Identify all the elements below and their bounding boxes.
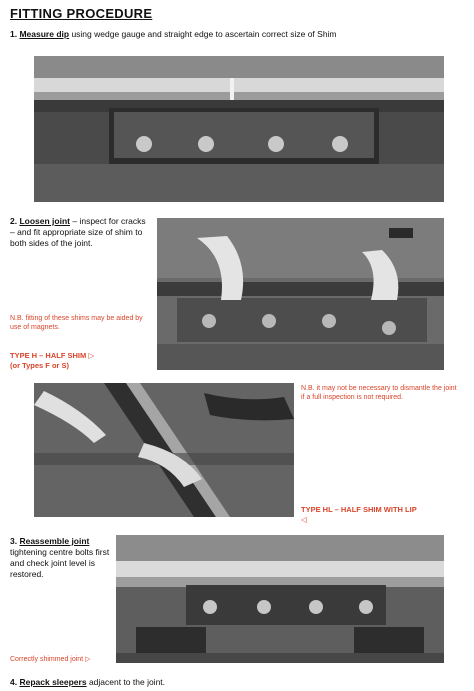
arrow-right-icon: ▷ [88, 351, 95, 360]
step-3-text: tightening centre bolts first and check joint level is restored. [10, 547, 110, 579]
label-correctly-shimmed [10, 655, 120, 664]
label-type-h-title: TYPE H – HALF SHIM [10, 351, 87, 360]
step-2-number: 2. [10, 216, 18, 226]
step-3-number: 3. [10, 536, 18, 546]
step-2-text: – inspect for cracks – and fit appropriate size of shim to both sides of the joint. [10, 216, 146, 248]
note-magnets: N.B. fitting of these shims may be aided by use of magnets. [10, 315, 143, 331]
arrow-left-icon: ◁ [301, 514, 307, 524]
photo-rail-joint-gauge [34, 56, 444, 202]
label-correctly-shimmed-text: Correctly shimmed joint [10, 656, 84, 663]
step-4-text: adjacent to the joint. [86, 677, 166, 687]
photo-fitting-shim [157, 218, 444, 370]
step-3-key: Reassemble joint [19, 536, 90, 546]
step-4-key: Repack sleepers [19, 677, 87, 687]
label-type-hl-title: TYPE HL – HALF SHIM WITH LIP [301, 505, 417, 514]
step-1 [10, 29, 470, 40]
step-1-number: 1. [10, 29, 18, 39]
note-dismantle: N.B. it may not be necessary to dismantle the joint if a full inspection is not required. [301, 385, 457, 401]
photo-side-view-joint [34, 383, 294, 517]
photo-reassembled-joint [116, 535, 444, 663]
step-2-key: Loosen joint [19, 216, 70, 226]
label-type-h [10, 351, 150, 370]
step-1-key: Measure dip [19, 29, 70, 39]
step-4 [10, 677, 450, 688]
step-2 [10, 216, 152, 249]
step-3 [10, 536, 118, 580]
page-title: FITTING PROCEDURE [10, 6, 153, 21]
step-4-number: 4. [10, 677, 18, 687]
arrow-right-icon: ▷ [85, 656, 91, 663]
label-type-hl [301, 505, 471, 524]
step-1-text: using wedge gauge and straight edge to ascertain correct size of Shim [69, 29, 337, 39]
label-type-h-subtitle: (or Types F or S) [10, 360, 70, 370]
